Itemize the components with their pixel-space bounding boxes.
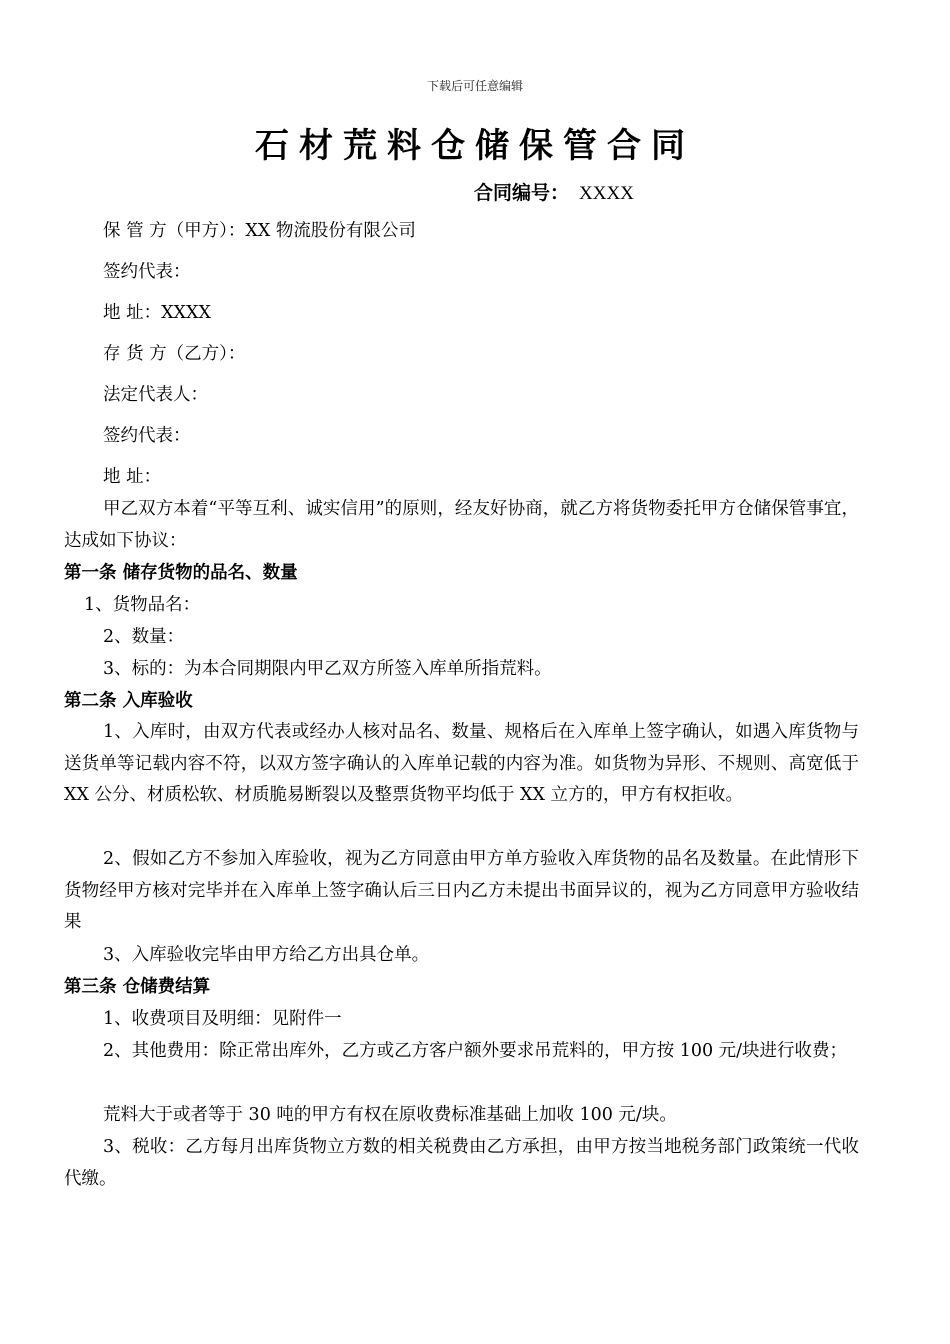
custodian-rep-line: 签约代表： [103,262,191,282]
article-2-heading: 第二条 入库验收 [64,691,193,711]
contract-title: 石材荒料仓储保管合同 [255,126,695,166]
article-3-paragraph: 2、其他费用：除正常出库外，乙方或乙方客户额外要求吊荒料的，甲方按 100 元/块进行收费； [103,1041,848,1061]
contract-number-value: XXXX [579,183,634,204]
depositor-address-line: 地 址： [103,467,162,487]
contract-number [474,178,634,205]
depositor-rep-line: 签约代表： [103,426,191,446]
contract-number-label: 合同编号： [474,182,570,204]
custodian-line: 保 管 方（甲方）：XX 物流股份有限公司 [103,221,416,241]
article-1-item: 3、标的：为本合同期限内甲乙双方所签入库单所指荒料。 [103,659,552,679]
intro-paragraph: 甲乙双方本着“平等互利、诚实信用”的原则，经友好协商，就乙方将货物委托甲方仓储保管事宜，达成如下协议： [64,499,859,551]
article-3-paragraph: 荒料大于或者等于 30 吨的甲方有权在原收费标准基础上加收 100 元/块。 [103,1105,677,1125]
article-1-heading: 第一条 储存货物的品名、数量 [64,563,298,583]
legal-rep-line: 法定代表人： [103,385,208,405]
article-2-paragraph: 1、入库时，由双方代表或经办人核对品名、数量、规格后在入库单上签字确认，如遇入库货物与送货单等记载内容不符，以双方签字确认的入库单记载的内容为准。如货物为异形、不规则、高宽低于 XX 公分、材质松软、材质脆易断裂以及整票货物平均低于 XX 立方的，甲方有权拒收。 [64,722,859,805]
article-3-paragraph: 1、收费项目及明细：见附件一 [103,1009,342,1029]
article-2-paragraph: 3、入库验收完毕由甲方给乙方出具仓单。 [103,945,430,965]
article-3-paragraph: 3、税收：乙方每月出库货物立方数的相关税费由乙方承担，由甲方按当地税务部门政策统一代收代缴。 [64,1137,859,1189]
article-2-paragraph: 2、假如乙方不参加入库验收，视为乙方同意由甲方单方验收入库货物的品名及数量。在此情形下货物经甲方核对完毕并在入库单上签字确认后三日内乙方未提出书面异议的，视为乙方同意甲方验收结果 [64,849,859,932]
custodian-address-line: 地 址：XXXX [103,303,211,323]
depositor-line: 存 货 方（乙方）： [103,344,246,364]
article-1-item: 2、数量： [103,627,185,647]
article-1-item: 1、货物品名： [84,595,201,615]
header-note: 下载后可任意编辑 [426,79,523,93]
article-3-heading: 第三条 仓储费结算 [64,977,211,997]
